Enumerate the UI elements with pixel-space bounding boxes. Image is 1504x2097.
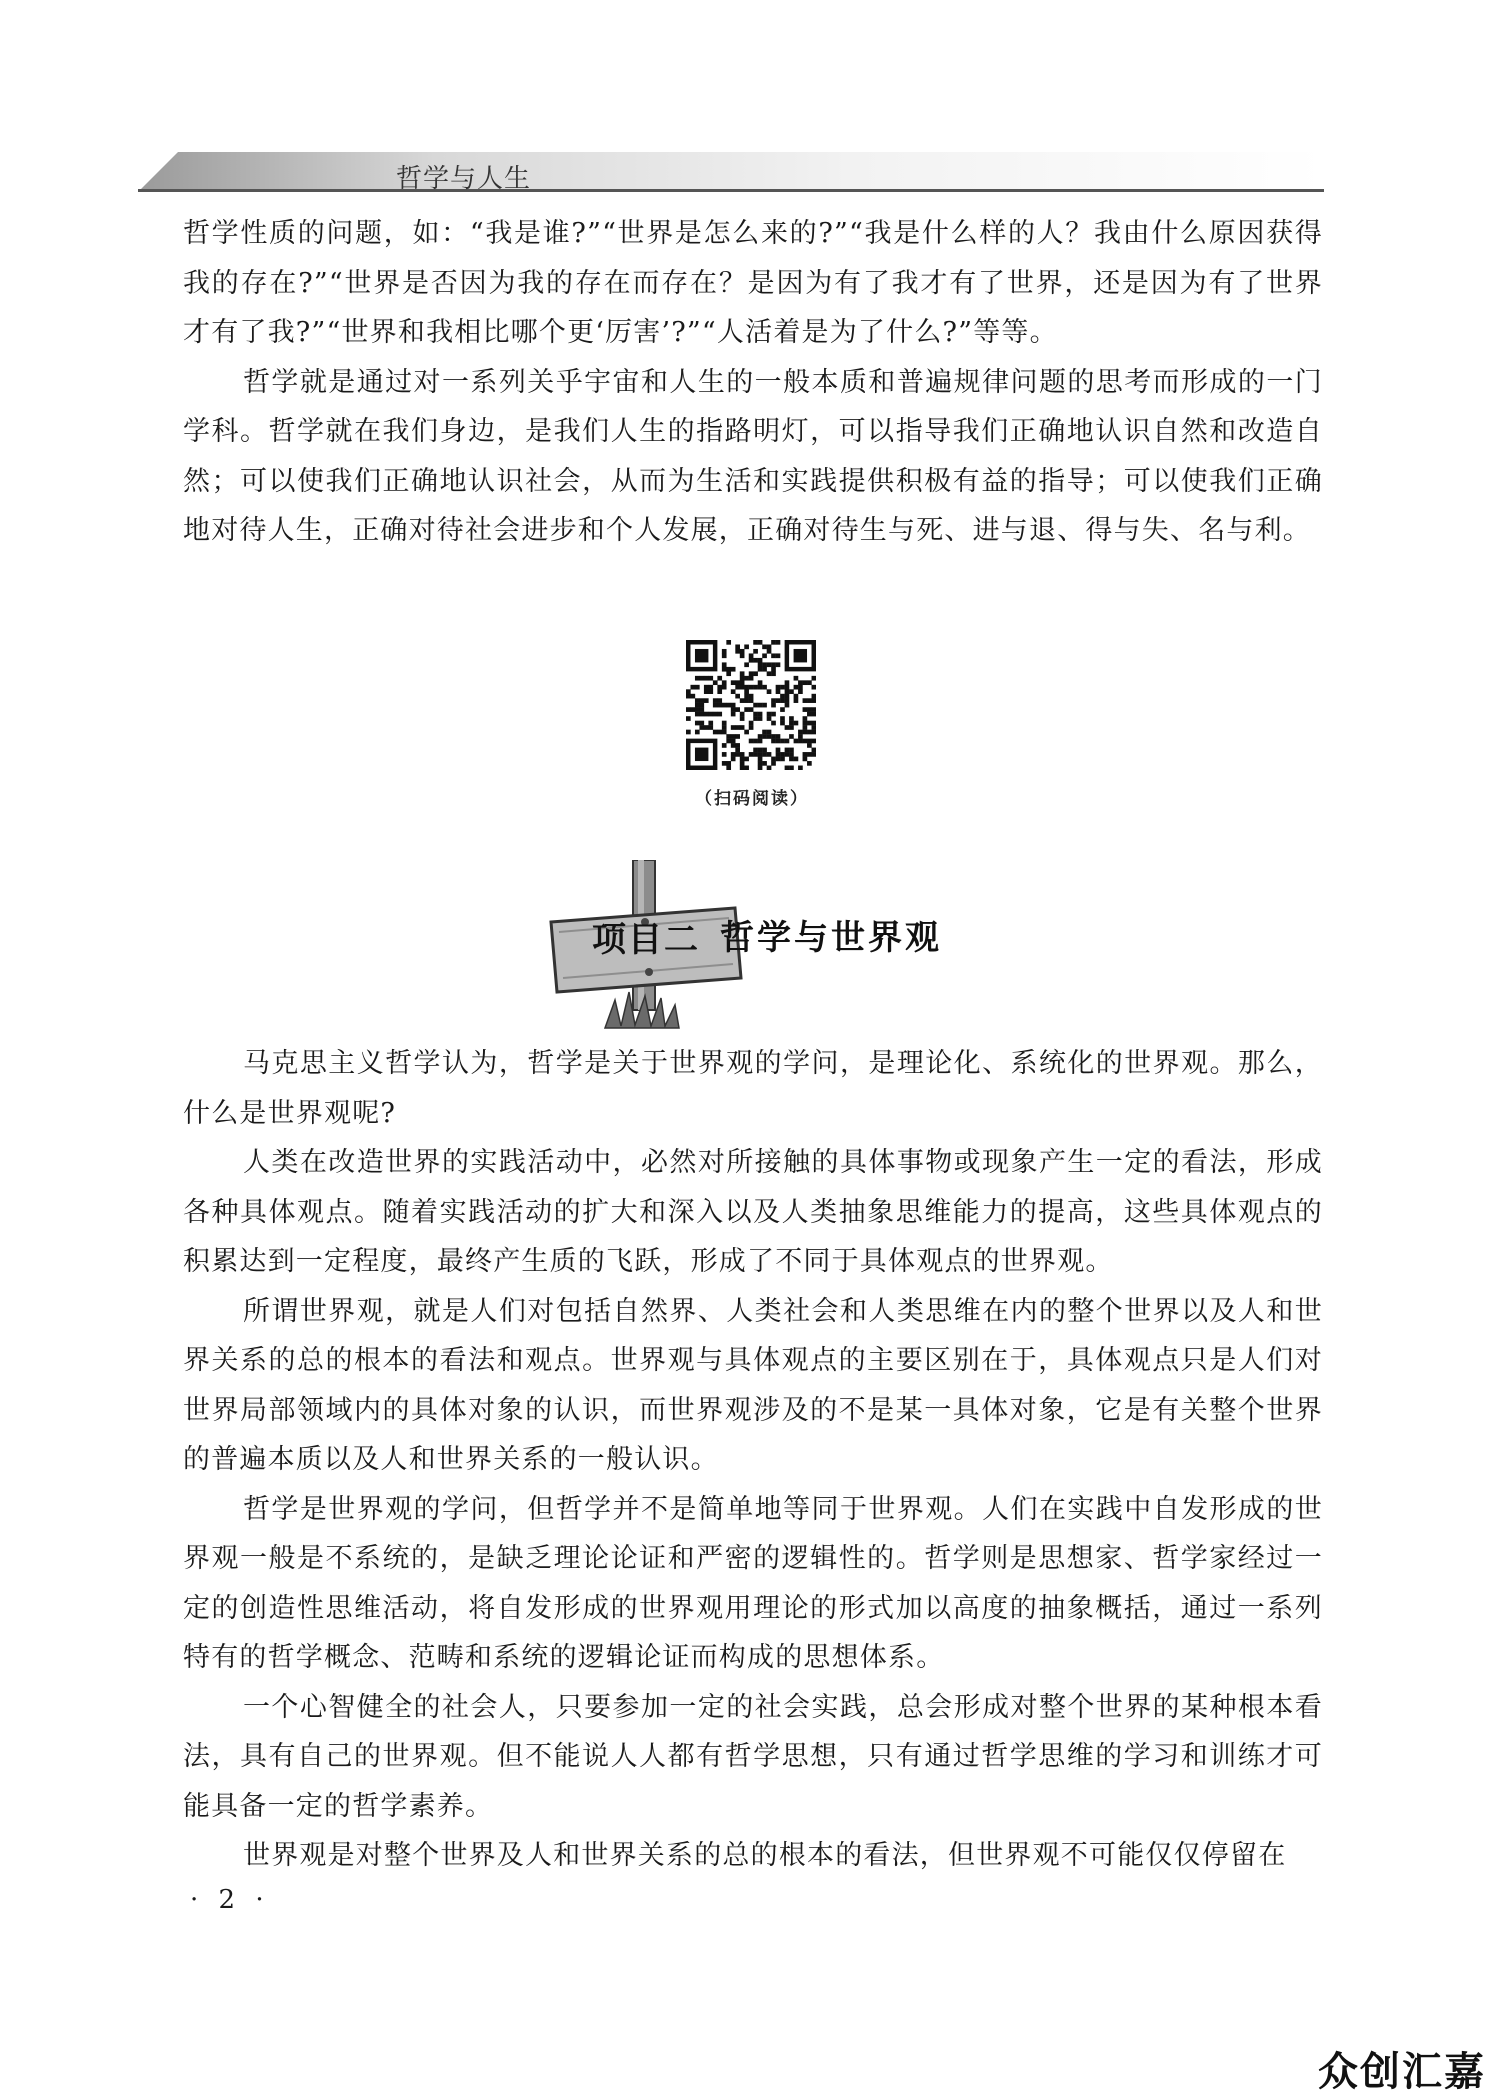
page-number: · 2 · xyxy=(190,1885,270,1915)
paragraph: 马克思主义哲学认为，哲学是关于世界观的学问，是理论化、系统化的世界观。那么，什么是世界观呢? xyxy=(183,1048,1323,1129)
main-text-block xyxy=(183,1039,1323,1881)
paragraph: 哲学性质的问题，如：“我是谁?”“世界是怎么来的?”“我是什么样的人？我由什么原因获得我的存在?”“世界是否因为我的存在而存在？是因为有了我才有了世界，还是因为有了世界才有了我?”“世界和我相比哪个更‘厉害’?”“人活着是为了什么?”等等。 xyxy=(183,218,1323,348)
section-heading xyxy=(545,860,965,1040)
top-text-block xyxy=(183,209,1323,556)
paragraph: 世界观是对整个世界及人和世界关系的总的根本的看法，但世界观不可能仅仅停留在 xyxy=(243,1840,1287,1871)
paragraph: 哲学就是通过对一系列关乎宇宙和人生的一般本质和普遍规律问题的思考而形成的一门学科。哲学就在我们身边，是我们人生的指路明灯，可以指导我们正确地认识自然和改造自然；可以使我们正确地认识社会，从而为生活和实践提供积极有益的指导；可以使我们正确地对待人生，正确对待社会进步和个人发展，正确对待生与死、进与退、得与失、名与利。 xyxy=(183,366,1323,546)
qr-caption: （扫码阅读） xyxy=(695,789,809,809)
watermark: 众创汇嘉 xyxy=(1318,2049,1486,2095)
paragraph: 人类在改造世界的实践活动中，必然对所接触的具体事物或现象产生一定的看法，形成各种具体观点。随着实践活动的扩大和深入以及人类抽象思维能力的提高，这些具体观点的积累达到一定程度，最终产生质的飞跃，形成了不同于具体观点的世界观。 xyxy=(183,1147,1323,1277)
paragraph: 一个心智健全的社会人，只要参加一定的社会实践，总会形成对整个世界的某种根本看法，具有自己的世界观。但不能说人人都有哲学思想，只有通过哲学思维的学习和训练才可能具备一定的哲学素养。 xyxy=(183,1691,1323,1822)
qr-code-image xyxy=(686,640,816,770)
paragraph: 哲学是世界观的学问，但哲学并不是简单地等同于世界观。人们在实践中自发形成的世界观一般是不系统的，是缺乏理论论证和严密的逻辑性的。哲学则是思想家、哲学家经过一定的创造性思维活动，将自发形成的世界观用理论的形式加以高度的抽象概括，通过一系列特有的哲学概念、范畴和系统的逻辑论证而构成的思想体系。 xyxy=(183,1493,1323,1673)
section-title: 哲学与世界观 xyxy=(720,918,942,958)
running-header-band xyxy=(138,152,1324,192)
running-header-title: 哲学与人生 xyxy=(396,164,532,194)
paragraph: 所谓世界观，就是人们对包括自然界、人类社会和人类思维在内的整个世界以及人和世界关系的总的根本的看法和观点。世界观与具体观点的主要区别在于，具体观点只是人们对世界局部领域内的具体对象的认识，而世界观涉及的不是某一具体对象，它是有关整个世界的普遍本质以及人和世界关系的一般认识。 xyxy=(183,1295,1323,1475)
section-number-label: 项目二 xyxy=(592,920,700,960)
header-gradient-bar xyxy=(138,152,1324,192)
qr-code[interactable] xyxy=(686,640,816,770)
